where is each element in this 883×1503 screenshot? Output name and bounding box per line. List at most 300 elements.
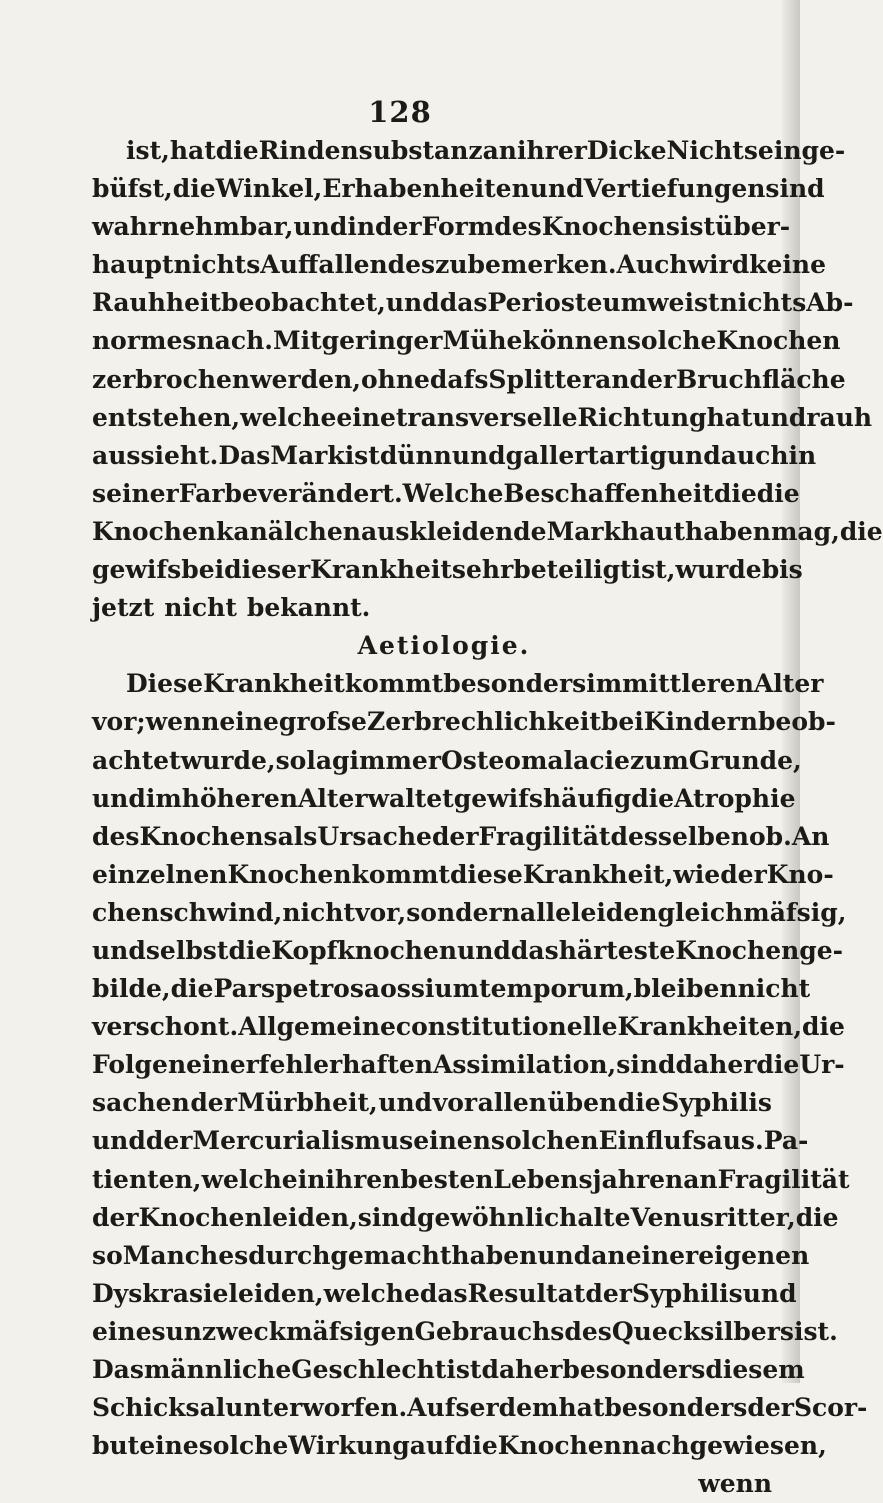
word: besonders bbox=[443, 669, 587, 699]
word: Markhaut bbox=[546, 516, 686, 546]
text-line bbox=[92, 322, 841, 360]
word: waltet bbox=[367, 783, 454, 813]
word: Farbe bbox=[178, 478, 258, 508]
word: normes bbox=[92, 326, 197, 356]
word: Knochenge- bbox=[675, 935, 844, 965]
word: einzelnen bbox=[92, 859, 228, 889]
word: Pars bbox=[213, 974, 276, 1004]
word: häufig bbox=[542, 783, 632, 813]
word: die bbox=[795, 1202, 839, 1232]
word: Scor- bbox=[793, 1393, 868, 1423]
word: nach. bbox=[196, 326, 273, 356]
word: constitutionelle bbox=[395, 1012, 618, 1042]
word: die bbox=[454, 1431, 498, 1461]
word: wird bbox=[687, 250, 750, 280]
word: verändert. bbox=[257, 478, 403, 508]
word: durchgemacht bbox=[248, 1240, 452, 1270]
word: Lebensjahren bbox=[493, 1164, 684, 1194]
word: zerbrochen bbox=[92, 364, 251, 394]
word: jetzt bbox=[92, 593, 155, 623]
word: verschont. bbox=[92, 1012, 239, 1042]
word: gleichmäfsig, bbox=[657, 897, 847, 927]
word: wurde, bbox=[180, 745, 276, 775]
word: werden, bbox=[250, 364, 361, 394]
word: beteiligt bbox=[513, 555, 632, 585]
word: mag, bbox=[770, 516, 840, 546]
word: but bbox=[92, 1431, 140, 1461]
word: daher bbox=[675, 1050, 757, 1080]
word: grofse bbox=[278, 707, 367, 737]
text-line bbox=[92, 475, 800, 513]
word: Atrophie bbox=[674, 783, 796, 813]
word: der bbox=[585, 1278, 632, 1308]
word: leiden bbox=[571, 897, 658, 927]
word: männliche bbox=[143, 1355, 292, 1384]
text-line bbox=[92, 1046, 845, 1084]
word: temporum, bbox=[479, 974, 634, 1004]
word: Beschaffenheit bbox=[503, 478, 714, 508]
text-line bbox=[92, 742, 802, 780]
word: Manches bbox=[122, 1240, 249, 1270]
word: Splitter bbox=[488, 364, 596, 394]
word: der bbox=[145, 1126, 193, 1156]
word: die bbox=[228, 935, 272, 965]
word: Periosteum bbox=[487, 288, 648, 318]
word: Mühe bbox=[442, 326, 523, 356]
word: bekannt. bbox=[246, 593, 371, 623]
word: Mürbheit, bbox=[237, 1088, 378, 1118]
word: sondern bbox=[406, 897, 520, 927]
word: einen bbox=[413, 1126, 491, 1156]
text-line bbox=[92, 1161, 850, 1199]
word: Mercurialismus bbox=[192, 1126, 414, 1156]
word: Osteomalacie bbox=[441, 745, 630, 775]
word: unzweckmäfsigen bbox=[165, 1316, 415, 1346]
word: und bbox=[92, 935, 146, 965]
word: Pa- bbox=[763, 1126, 809, 1156]
word: Dyskrasie bbox=[92, 1278, 229, 1308]
word: Richtung bbox=[577, 402, 707, 432]
word: nicht bbox=[164, 593, 237, 623]
word: alte bbox=[577, 1202, 631, 1232]
word: Krankheiten, bbox=[617, 1012, 803, 1042]
word: Fragilität bbox=[478, 821, 611, 851]
word: solchen bbox=[490, 1126, 599, 1156]
word: achtet bbox=[92, 745, 181, 775]
word: Ab- bbox=[806, 288, 854, 318]
word: einer bbox=[186, 1050, 259, 1080]
word: haben bbox=[685, 516, 771, 546]
word: Ursache bbox=[317, 821, 432, 851]
word: büfst, bbox=[92, 174, 173, 204]
word: Einflufs bbox=[598, 1126, 707, 1156]
word: die bbox=[756, 1050, 800, 1080]
word: ist bbox=[344, 440, 380, 470]
word: bemerken. bbox=[467, 250, 617, 280]
word: so bbox=[275, 745, 307, 775]
word: Mit bbox=[272, 326, 322, 356]
text-line bbox=[92, 437, 817, 475]
text-line bbox=[92, 1008, 845, 1046]
word: an bbox=[482, 136, 517, 165]
word: Knochen bbox=[497, 1431, 622, 1461]
word: ihren bbox=[325, 1164, 401, 1194]
word: solche bbox=[198, 1431, 289, 1461]
word: Venusritter, bbox=[630, 1202, 796, 1232]
word: Syphilis bbox=[661, 1088, 772, 1118]
word: in bbox=[788, 440, 817, 470]
text-line bbox=[92, 1389, 868, 1427]
word: Alter bbox=[753, 669, 824, 699]
word: Krankheit bbox=[310, 555, 452, 585]
word: dünn bbox=[379, 440, 452, 470]
word: ist, bbox=[126, 136, 170, 165]
word: unterworfen. bbox=[225, 1393, 408, 1423]
word: Aufserdem bbox=[407, 1393, 559, 1423]
word: nichts bbox=[719, 288, 807, 318]
word: selbst bbox=[145, 935, 229, 965]
word: Nichts bbox=[666, 136, 758, 165]
text-line bbox=[92, 284, 854, 322]
word: diesem bbox=[705, 1355, 805, 1384]
word: sehr bbox=[451, 555, 514, 585]
word: der bbox=[431, 821, 479, 851]
word: und bbox=[385, 288, 440, 318]
word: haupt bbox=[92, 250, 174, 280]
word: wie bbox=[673, 859, 721, 889]
word: Knochens bbox=[541, 212, 680, 242]
word: ist bbox=[679, 212, 716, 242]
section-heading bbox=[92, 627, 772, 665]
word: Rauhheit bbox=[92, 288, 222, 318]
word: einer bbox=[625, 1240, 699, 1270]
word: lag bbox=[306, 745, 350, 775]
text-line bbox=[92, 1351, 805, 1389]
word: Mark bbox=[270, 440, 345, 470]
word: im bbox=[586, 669, 623, 699]
word: und bbox=[537, 1240, 592, 1270]
word: wurde bbox=[675, 555, 762, 585]
word: besonders bbox=[562, 1355, 706, 1384]
word: nicht bbox=[737, 974, 811, 1004]
word: eine bbox=[139, 1431, 199, 1461]
word: dieser bbox=[224, 555, 311, 585]
word: gewifs bbox=[92, 555, 182, 585]
word: kommt bbox=[344, 669, 444, 699]
word: vor, bbox=[354, 897, 407, 927]
word: aussieht. bbox=[92, 440, 219, 470]
word: Grunde, bbox=[688, 745, 802, 775]
word: ihrer bbox=[516, 136, 587, 165]
word: beob- bbox=[757, 707, 836, 737]
word: besten bbox=[400, 1164, 494, 1194]
word: alle bbox=[519, 897, 572, 927]
word: der bbox=[92, 1202, 139, 1232]
catchword-line bbox=[92, 1465, 772, 1503]
word: Auch bbox=[616, 250, 688, 280]
paragraph-2 bbox=[92, 665, 868, 1465]
word: Alter bbox=[297, 783, 368, 813]
word: hat bbox=[706, 402, 753, 432]
word: an bbox=[595, 364, 630, 394]
word: und bbox=[666, 440, 721, 470]
word: vor; bbox=[92, 707, 146, 737]
word: leiden, bbox=[262, 1202, 358, 1232]
text-line bbox=[92, 1237, 810, 1275]
word: die bbox=[170, 974, 214, 1004]
word: bei bbox=[181, 555, 225, 585]
word: Krankheit bbox=[203, 669, 345, 699]
word: welche bbox=[201, 1164, 298, 1194]
word: Syphilis bbox=[631, 1278, 743, 1308]
text-line bbox=[92, 1313, 838, 1351]
word: Knochenkanälchen bbox=[92, 516, 361, 546]
word: eigenen bbox=[698, 1240, 810, 1270]
word: Schicksal bbox=[92, 1393, 226, 1423]
word: in bbox=[297, 1164, 326, 1194]
word: Gebrauchs bbox=[414, 1316, 565, 1346]
word: wahrnehmbar, bbox=[92, 212, 294, 242]
word: solche bbox=[626, 326, 717, 356]
word: Dicke bbox=[586, 136, 667, 165]
word: so bbox=[92, 1240, 123, 1270]
word: die bbox=[617, 1088, 661, 1118]
word: ohne bbox=[360, 364, 430, 394]
word: und bbox=[752, 402, 807, 432]
word: Wirkung bbox=[288, 1431, 410, 1461]
word: desselben bbox=[610, 821, 749, 851]
word: ist. bbox=[793, 1316, 838, 1346]
word: die bbox=[215, 136, 259, 165]
text-line bbox=[92, 361, 846, 399]
word: Auffallendes bbox=[260, 250, 436, 280]
word: rauh bbox=[806, 402, 873, 432]
word: Folgen bbox=[92, 1050, 187, 1080]
word: Assimilation, bbox=[432, 1050, 617, 1080]
word: hat bbox=[558, 1393, 605, 1423]
word: auskleidende bbox=[360, 516, 547, 546]
word: transverselle bbox=[395, 402, 578, 432]
word: und bbox=[293, 212, 348, 242]
word: Ur- bbox=[799, 1050, 845, 1080]
word: Krankheit, bbox=[522, 859, 674, 889]
text-line bbox=[92, 132, 846, 170]
word: und bbox=[92, 1126, 146, 1156]
word: auch bbox=[720, 440, 789, 470]
word: des bbox=[92, 821, 140, 851]
text-line bbox=[92, 246, 827, 284]
word: eine bbox=[219, 707, 279, 737]
word: ossium bbox=[380, 974, 480, 1004]
word: mittleren bbox=[622, 669, 754, 699]
word: eines bbox=[92, 1316, 166, 1346]
word: üben bbox=[547, 1088, 618, 1118]
word: Knochen bbox=[716, 326, 841, 356]
word: weist bbox=[647, 288, 720, 318]
word: in bbox=[347, 212, 376, 242]
word: vor bbox=[432, 1088, 478, 1118]
word: der bbox=[375, 212, 422, 242]
word: Welche bbox=[402, 478, 504, 508]
word: Winkel, bbox=[215, 174, 323, 204]
word: die bbox=[713, 478, 757, 508]
word: keine bbox=[749, 250, 827, 280]
text-line bbox=[92, 589, 772, 627]
word: ob. bbox=[748, 821, 792, 851]
word: gewöhnlich bbox=[417, 1202, 578, 1232]
word: und bbox=[457, 935, 511, 965]
word: an bbox=[683, 1164, 718, 1194]
word: höheren bbox=[181, 783, 298, 813]
text-line bbox=[92, 208, 791, 246]
word: Kopfknochen bbox=[271, 935, 458, 965]
word: eine bbox=[336, 402, 396, 432]
word: das bbox=[439, 288, 488, 318]
page-number: 128 bbox=[368, 95, 432, 129]
word: leiden, bbox=[228, 1278, 324, 1308]
word: und bbox=[742, 1278, 797, 1308]
word: Form bbox=[421, 212, 495, 242]
word: Geschlecht bbox=[291, 1355, 447, 1384]
word: Resultat bbox=[467, 1278, 586, 1308]
word: seiner bbox=[92, 478, 179, 508]
word: daher bbox=[481, 1355, 563, 1384]
text-line bbox=[92, 513, 883, 551]
word: ist, bbox=[631, 555, 676, 585]
word: bilde, bbox=[92, 974, 171, 1004]
word: im bbox=[145, 783, 182, 813]
word: beobachtet, bbox=[221, 288, 386, 318]
word: An bbox=[791, 821, 830, 851]
paragraph-1 bbox=[92, 132, 883, 627]
word: haben bbox=[451, 1240, 538, 1270]
text-line bbox=[92, 399, 873, 437]
text-line bbox=[92, 703, 836, 741]
word: dafs bbox=[429, 364, 489, 394]
word: Erhabenheiten bbox=[322, 174, 530, 204]
word: einge- bbox=[757, 136, 846, 165]
word: diese bbox=[449, 859, 523, 889]
text-line bbox=[92, 1084, 772, 1122]
word: die bbox=[756, 478, 800, 508]
word: zum bbox=[629, 745, 689, 775]
word: die bbox=[802, 1012, 845, 1042]
word: können bbox=[522, 326, 627, 356]
word: und bbox=[529, 174, 584, 204]
word: ist bbox=[446, 1355, 482, 1384]
word: Das bbox=[218, 440, 271, 470]
word: sachen bbox=[92, 1088, 190, 1118]
text-line bbox=[92, 932, 844, 970]
word: besonders bbox=[604, 1393, 748, 1423]
word: Diese bbox=[126, 669, 204, 699]
word: fehlerhaften bbox=[258, 1050, 433, 1080]
word: härteste bbox=[558, 935, 676, 965]
word: nachgewiesen, bbox=[621, 1431, 827, 1461]
word: bleiben bbox=[633, 974, 738, 1004]
word: zu bbox=[435, 250, 468, 280]
word: der bbox=[747, 1393, 794, 1423]
word: Vertiefungen bbox=[583, 174, 766, 204]
word: wenn bbox=[145, 707, 220, 737]
text-line bbox=[92, 1427, 827, 1465]
text-line bbox=[92, 780, 796, 818]
word: an bbox=[591, 1240, 626, 1270]
text-line bbox=[92, 894, 847, 932]
word: als bbox=[277, 821, 318, 851]
word: chenschwind, bbox=[92, 897, 283, 927]
catchword: wenn bbox=[698, 1469, 772, 1499]
word: Kindern bbox=[643, 707, 758, 737]
word: welche bbox=[240, 402, 337, 432]
word: Rindensubstanz bbox=[258, 136, 483, 165]
word: und bbox=[378, 1088, 433, 1118]
text-line bbox=[92, 170, 825, 208]
word: der bbox=[720, 859, 767, 889]
text-line bbox=[92, 818, 830, 856]
word: auf bbox=[409, 1431, 455, 1461]
word: Bruchfläche bbox=[676, 364, 846, 394]
word: das bbox=[510, 935, 559, 965]
word: der bbox=[190, 1088, 237, 1118]
word: das bbox=[419, 1278, 468, 1308]
word: die bbox=[839, 516, 883, 546]
word: gewifs bbox=[453, 783, 543, 813]
word: gallertartig bbox=[505, 440, 667, 470]
word: nichts bbox=[173, 250, 261, 280]
word: Quecksilbers bbox=[611, 1316, 794, 1346]
word: Zerbrechlichkeit bbox=[366, 707, 601, 737]
text-line bbox=[92, 970, 811, 1008]
word: Knochen bbox=[227, 859, 352, 889]
word: aus. bbox=[706, 1126, 764, 1156]
word: Knochen bbox=[138, 1202, 263, 1232]
word: des bbox=[494, 212, 542, 242]
word: Kno- bbox=[766, 859, 834, 889]
word: geringer bbox=[321, 326, 443, 356]
word: bis bbox=[761, 555, 803, 585]
word: die bbox=[172, 174, 216, 204]
word: petrosa bbox=[275, 974, 381, 1004]
word: die bbox=[631, 783, 675, 813]
text-line bbox=[92, 1275, 797, 1313]
word: sind bbox=[357, 1202, 418, 1232]
text-line bbox=[92, 856, 834, 894]
word: allen bbox=[477, 1088, 547, 1118]
section-heading-text: Aetiologie. bbox=[357, 631, 531, 661]
word: nicht bbox=[282, 897, 355, 927]
word: Knochens bbox=[139, 821, 278, 851]
word: bei bbox=[600, 707, 644, 737]
word: tienten, bbox=[92, 1164, 202, 1194]
word: entstehen, bbox=[92, 402, 241, 432]
word: über- bbox=[715, 212, 791, 242]
word: sind bbox=[616, 1050, 676, 1080]
word: kommt bbox=[351, 859, 450, 889]
word: Das bbox=[92, 1355, 144, 1384]
body-text bbox=[92, 132, 883, 1503]
word: immer bbox=[349, 745, 441, 775]
word: und bbox=[451, 440, 506, 470]
word: Fragilität bbox=[717, 1164, 850, 1194]
text-line bbox=[92, 665, 824, 703]
word: sind bbox=[765, 174, 825, 204]
word: der bbox=[629, 364, 677, 394]
text-line bbox=[92, 1122, 809, 1160]
word: und bbox=[92, 783, 146, 813]
word: welche bbox=[323, 1278, 420, 1308]
text-line bbox=[92, 1199, 839, 1237]
